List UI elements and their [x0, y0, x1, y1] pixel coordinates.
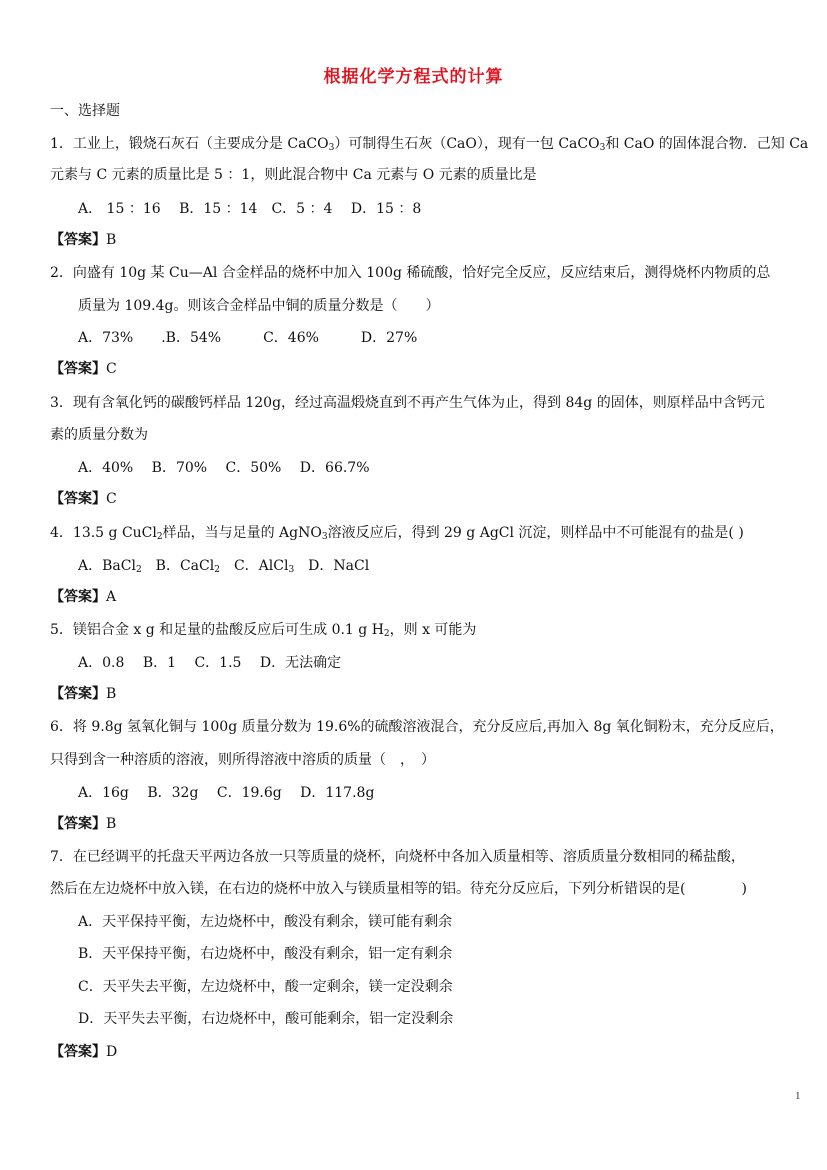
question-3-line-1: 3．现有含氧化钙的碳酸钙样品 120g，经过高温煅烧直到不再产生气体为止，得到 84g 的固体，则原样品中含钙元 [50, 395, 765, 411]
question-1-line-1: 1．工业上，锻烧石灰石（主要成分是 CaCO$_3$）可制得生石灰（CaO），现有一包 CaCO$_3$和 CaO 的固体混合物．己知 Ca [50, 136, 809, 153]
question-7-option-c: C．天平失去平衡，左边烧杯中，酸一定剩余，镁一定没剩余 [78, 979, 453, 995]
question-3-options: A．40% B．70% C．50% D．66.7% [78, 460, 370, 476]
question-3-line-2: 素的质量分数为 [50, 427, 148, 443]
question-7-line-1: 7．在已经调平的托盘天平两边各放一只等质量的烧杯，向烧杯中各加入质量相等、溶质质量分数相同的稀盐酸， [50, 849, 745, 865]
question-1-answer: 【答案】B [50, 232, 117, 248]
question-6-line-1: 6．将 9.8g 氢氧化铜与 100g 质量分数为 19.6%的硫酸溶液混合，充分反应后,再加入 8g 氧化铜粉末，充分反应后， [50, 719, 784, 735]
question-5-answer: 【答案】B [50, 686, 117, 702]
question-6-answer: 【答案】B [50, 816, 117, 832]
question-2-options: A．73% .B．54% C．46% D．27% [78, 330, 418, 346]
page-number: 1 [795, 1090, 801, 1102]
question-2-answer: 【答案】C [50, 361, 117, 377]
section-heading: 一、选择题 [50, 103, 120, 119]
question-4-answer: 【答案】A [50, 589, 117, 605]
question-2-line-1: 2．向盛有 10g 某 Cu—Al 合金样品的烧杯中加入 100g 稀硫酸，恰好完全反应，反应结束后，测得烧杯内物质的总 [50, 265, 771, 281]
question-7-line-2: 然后在左边烧杯中放入镁，在右边的烧杯中放入与镁质量相等的铝。待充分反应后，下列分析错误的是( ) [50, 881, 747, 897]
question-4-options: A．BaCl$_2$ B．CaCl$_2$ C．AlCl$_3$ D．NaCl [78, 558, 370, 575]
question-7-option-a: A．天平保持平衡，左边烧杯中，酸没有剩余，镁可能有剩余 [78, 914, 453, 930]
question-7-option-d: D．天平失去平衡，右边烧杯中，酸可能剩余，铝一定没剩余 [78, 1011, 454, 1027]
page-title: 根据化学方程式的计算 [323, 67, 504, 87]
question-6-line-2: 只得到含一种溶质的溶液，则所得溶液中溶质的质量（ ， ） [50, 752, 435, 768]
question-7-option-b: B．天平保持平衡，右边烧杯中，酸没有剩余，铝一定有剩余 [78, 946, 453, 962]
question-1-options: A． 15 ：16 B．15 ：14 C．5 ：4 D．15 ：8 [78, 201, 422, 217]
question-5-line-1: 5．镁铝合金 x g 和足量的盐酸反应后可生成 0.1 g $H_2$，则 x 可能为 [50, 622, 477, 639]
question-2-line-2: 质量为 109.4g。则该合金样品中铜的质量分数是（ ） [78, 298, 440, 314]
question-3-answer: 【答案】C [50, 491, 117, 507]
question-4-line-1: 4．13.5 g CuCl$_2$样品，当与足量的 AgNO$_3$溶液反应后，得到 29 g AgCl 沉淀，则样品中不可能混有的盐是( ) [50, 525, 744, 542]
question-6-options: A．16g B．32g C．19.6g D．117.8g [78, 785, 375, 801]
question-7-answer: 【答案】D [50, 1044, 118, 1060]
question-5-options: A．0.8 B．1 C．1.5 D．无法确定 [78, 655, 342, 671]
question-1-line-2: 元素与 C 元素的质量比是 5 ：1，则此混合物中 Ca 元素与 O 元素的质量比是 [50, 167, 537, 183]
